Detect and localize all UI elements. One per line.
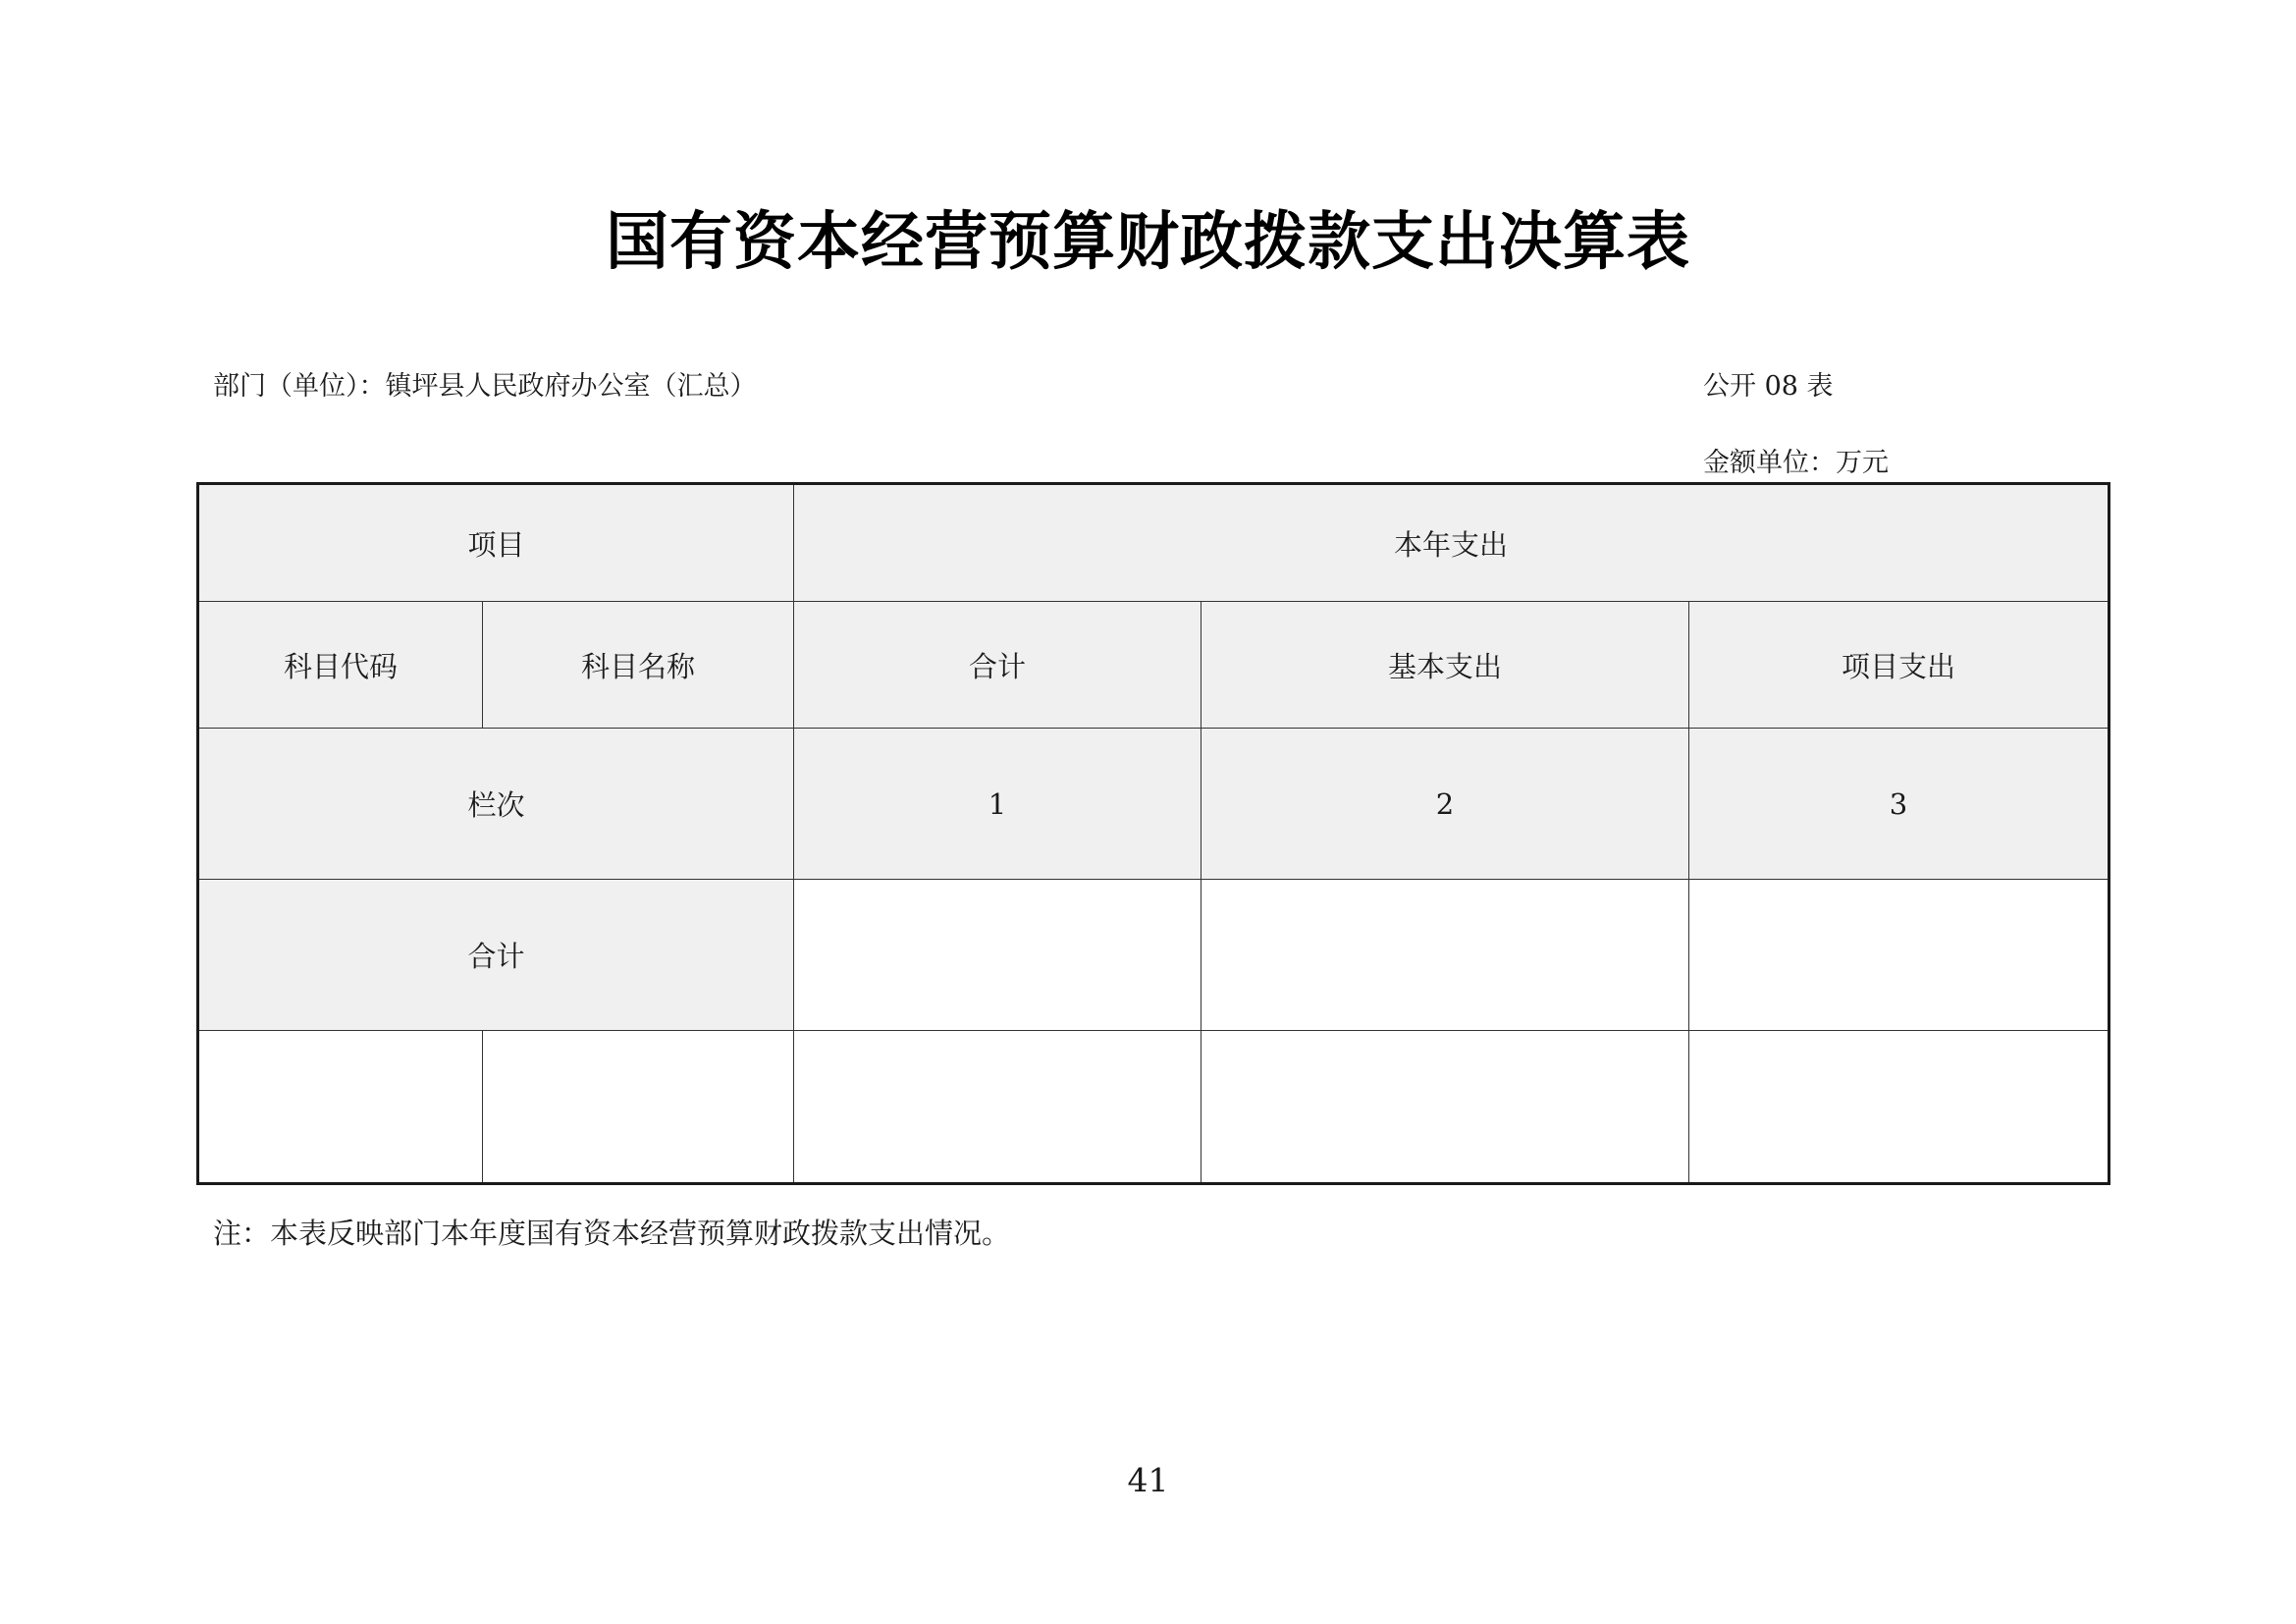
total-value-basic bbox=[1201, 880, 1689, 1031]
expenditure-table bbox=[196, 482, 2110, 1185]
total-row bbox=[198, 880, 2109, 1031]
header-current-year: 本年支出 bbox=[794, 484, 2109, 602]
column-index-2: 2 bbox=[1201, 729, 1689, 880]
table-row bbox=[198, 1031, 2109, 1184]
page-title: 国有资本经营预算财政拨款支出决算表 bbox=[606, 205, 1690, 279]
footnote: 注：本表反映部门本年度国有资本经营预算财政拨款支出情况。 bbox=[213, 1217, 1011, 1250]
header-row-1 bbox=[198, 484, 2109, 602]
col-subject-name: 科目名称 bbox=[483, 602, 794, 729]
total-value-total bbox=[794, 880, 1201, 1031]
row-project bbox=[1689, 1031, 2109, 1184]
col-basic: 基本支出 bbox=[1201, 602, 1689, 729]
department-label: 部门（单位）：镇坪县人民政府办公室（汇总） bbox=[213, 371, 757, 402]
amount-unit: 金额单位：万元 bbox=[1703, 448, 1889, 478]
col-project: 项目支出 bbox=[1689, 602, 2109, 729]
column-index-label: 栏次 bbox=[198, 729, 794, 880]
page-number: 41 bbox=[1127, 1461, 1169, 1499]
row-total bbox=[794, 1031, 1201, 1184]
column-index-3: 3 bbox=[1689, 729, 2109, 880]
table-code: 公开 08 表 bbox=[1703, 371, 1834, 402]
header-row-2 bbox=[198, 602, 2109, 729]
col-subject-code: 科目代码 bbox=[198, 602, 483, 729]
header-item: 项目 bbox=[198, 484, 794, 602]
column-index-1: 1 bbox=[794, 729, 1201, 880]
column-index-row bbox=[198, 729, 2109, 880]
total-value-project bbox=[1689, 880, 2109, 1031]
row-subject-name bbox=[483, 1031, 794, 1184]
row-basic bbox=[1201, 1031, 1689, 1184]
total-label: 合计 bbox=[198, 880, 794, 1031]
row-subject-code bbox=[198, 1031, 483, 1184]
col-total: 合计 bbox=[794, 602, 1201, 729]
